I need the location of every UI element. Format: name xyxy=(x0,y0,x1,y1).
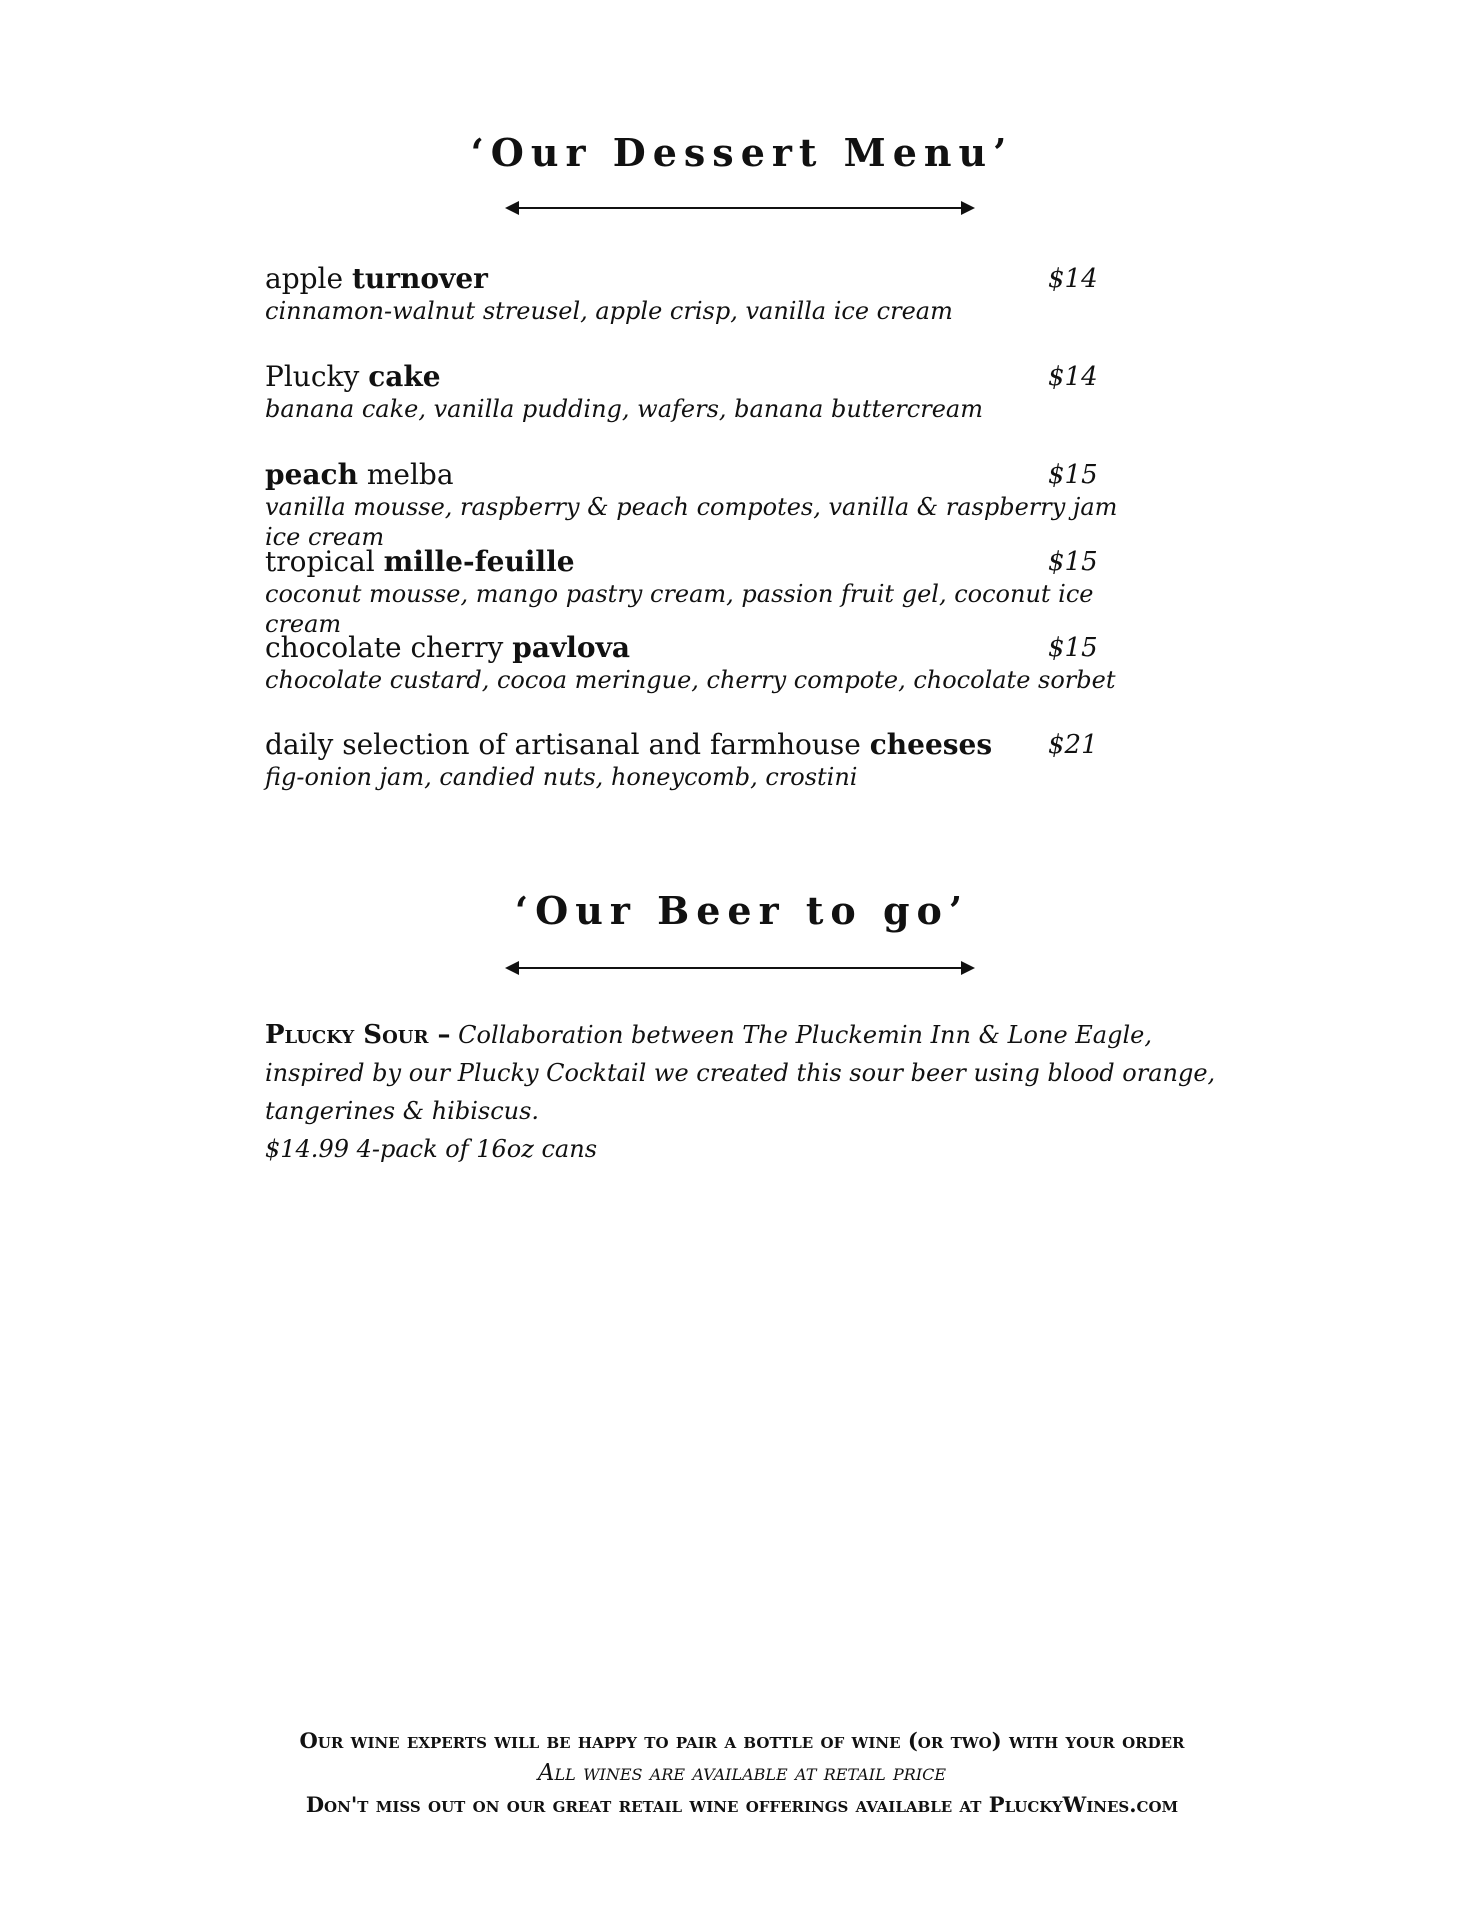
dessert-item-name-part: peach xyxy=(265,458,358,491)
footer-line-pairing: Our wine experts will be happy to pair a bottle of wine (or two) with your order xyxy=(299,1728,1185,1753)
beer-price: $14.99 4-pack of 16oz cans xyxy=(265,1135,598,1163)
dessert-item-description: fig-onion jam, candied nuts, honeycomb, crostini xyxy=(265,763,858,791)
dessert-item-name-part: turnover xyxy=(351,262,488,295)
dessert-item-price: $15 xyxy=(1048,633,1098,663)
dessert-item-name-part: cheeses xyxy=(869,728,993,761)
beer-section-title: ‘Our Beer to go’ xyxy=(514,888,970,933)
dessert-item-description: banana cake, vanilla pudding, wafers, banana buttercream xyxy=(265,395,983,423)
dessert-item xyxy=(265,545,1125,639)
dessert-item-name-part: daily selection of artisanal and farmhouse xyxy=(265,728,870,761)
dessert-item-description: coconut mousse, mango pastry cream, passion fruit gel, coconut ice cream xyxy=(265,580,1094,638)
dessert-item-price: $21 xyxy=(1048,730,1098,760)
dessert-item-price: $15 xyxy=(1048,547,1098,577)
dessert-menu-title: ‘Our Dessert Menu’ xyxy=(470,130,1014,175)
dessert-item-name-part: tropical xyxy=(265,545,384,578)
dessert-item-price: $15 xyxy=(1048,460,1098,490)
dessert-item-title-line xyxy=(265,458,1125,492)
beer-text: Collaboration between The Pluckemin Inn & Lone Eagle, inspired by our Plucky Cocktail we created this sour beer using blood orange, tangerines & hibiscus. xyxy=(265,1021,1216,1125)
dessert-item-name-part: mille-feuille xyxy=(383,545,575,578)
dessert-item-name-part: cake xyxy=(368,360,441,393)
beer-name: Plucky Sour – xyxy=(265,1020,451,1050)
dessert-item-price: $14 xyxy=(1048,362,1098,392)
dessert-item-description: vanilla mousse, raspberry & peach compotes, vanilla & raspberry jam ice cream xyxy=(265,493,1118,551)
dessert-item xyxy=(265,458,1125,552)
double-arrow-divider-icon xyxy=(505,198,975,218)
dessert-item xyxy=(265,262,1125,326)
dessert-item-description: cinnamon-walnut streusel, apple crisp, vanilla ice cream xyxy=(265,297,953,325)
dessert-item xyxy=(265,728,1125,792)
footer-line-retail: All wines are available at retail price xyxy=(537,1760,947,1786)
dessert-item-title-line xyxy=(265,728,1125,762)
footer xyxy=(0,1725,1484,1821)
dessert-item-title-line xyxy=(265,545,1125,579)
dessert-item-title-line xyxy=(265,631,1125,665)
dessert-item xyxy=(265,631,1125,695)
dessert-item-title-line xyxy=(265,360,1125,394)
beer-description xyxy=(265,1016,1225,1168)
dessert-item-name-part: chocolate cherry xyxy=(265,631,513,664)
dessert-item-name-part: melba xyxy=(357,458,454,491)
dessert-item-name-part: pavlova xyxy=(512,631,630,664)
dessert-item-description: chocolate custard, cocoa meringue, cherry compote, chocolate sorbet xyxy=(265,666,1116,694)
footer-line-website: Don't miss out on our great retail wine offerings available at PluckyWines.com xyxy=(305,1792,1179,1817)
dessert-item-name-part: apple xyxy=(265,262,352,295)
dessert-item-title-line xyxy=(265,262,1125,296)
dessert-item-name-part: Plucky xyxy=(265,360,369,393)
dessert-item-price: $14 xyxy=(1048,264,1098,294)
dessert-item xyxy=(265,360,1125,424)
double-arrow-divider-icon xyxy=(505,958,975,978)
